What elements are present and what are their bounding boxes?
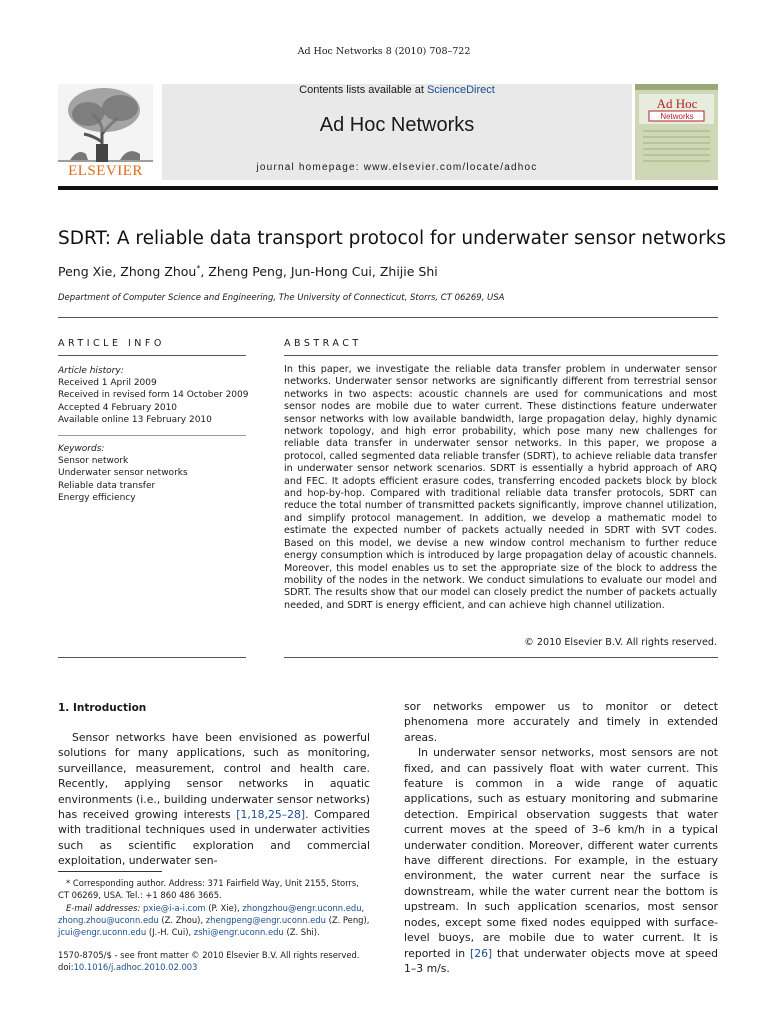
- journal-citation: Ad Hoc Networks 8 (2010) 708–722: [297, 46, 471, 57]
- front-matter: [58, 949, 398, 974]
- intro-paragraph-1: [58, 730, 370, 869]
- journal-homepage[interactable]: journal homepage: www.elsevier.com/locate/adhoc: [256, 162, 538, 173]
- cover-title-line1: Ad Hoc: [656, 96, 698, 111]
- keyword-item: Sensor network: [58, 456, 129, 467]
- abstract-text: In this paper, we investigate the reliable data transfer problem in underwater sensor networks. Underwater sensor networks are significantly different from terrestrial sensor networks in two aspects: acoustic channels are used for communications and most sensor nodes are mobile due to water current. These distinctions feature underwater sensor networks with low available bandwidth, large propagation delay, highly dynamic network topology, and high error probability, which pose many new challenges for reliable data transfer in underwater sensor networks. In this paper, we propose a protocol, called segmented data reliable transfer (SDRT), to achieve reliable data transfer in underwater sensor network scenarios. SDRT is essentially a hybrid approach of ARQ and FEC. It adopts efficient erasure codes, transferring encoded packets block by block and hop-by-hop. Compared with traditional reliable data transfer protocols, SDRT can reduce the total number of transmitted packets significantly, improve channel utilization, and simplify protocol management. In addition, we develop a mathematic model to estimate the expected number of packets actually needed in SDRT with SVT codes. Based on this model, we devise a new window control mechanism to further reduce energy consumption which is introduced by large propagation delay of acoustic channels. Moreover, this model enables us to set the appropriate size of the block to address the mobility of the nodes in the network. We conduct simulations to evaluate our model and SDRT. The results show that our model can closely predict the number of packets actually needed, and SDRT is energy efficient, and can achieve high channel utilization.: [284, 364, 717, 611]
- email-label: E-mail addresses:: [66, 902, 141, 913]
- paper-title: SDRT: A reliable data transport protocol for underwater sensor networks: [58, 228, 727, 249]
- email-link[interactable]: zhengpeng@engr.uconn.edu: [205, 914, 326, 925]
- cover-title-line2: Networks: [660, 112, 694, 121]
- corresponding-author-note: * Corresponding author. Address: 371 Fairfield Way, Unit 2155, Storrs, CT 06269, USA. Tel.: +1 860 486 3665.: [58, 878, 359, 901]
- journal-header: [58, 84, 718, 188]
- history-received: Received 1 April 2009: [58, 378, 157, 389]
- keyword-item: Reliable data transfer: [58, 480, 156, 491]
- email-link[interactable]: zshi@engr.uconn.edu: [193, 927, 284, 938]
- keywords-block: [58, 443, 258, 504]
- journal-cover-thumbnail: [635, 84, 718, 180]
- history-online: Available online 13 February 2010: [58, 414, 212, 425]
- section-heading-introduction: 1. Introduction: [58, 702, 147, 714]
- history-rule: [58, 435, 246, 436]
- elsevier-wordmark: ELSEVIER: [68, 163, 143, 179]
- corresponding-author-mark[interactable]: *: [196, 264, 201, 273]
- intro-paragraph-1-continued: sor networks empower us to monitor or detect phenomena more accurately and timely in extended areas.: [404, 700, 718, 744]
- contents-prefix: Contents lists available at: [299, 84, 427, 96]
- article-info-bottom-rule: [58, 657, 246, 658]
- email-link[interactable]: zhong.zhou@uconn.edu: [58, 914, 159, 925]
- email-owner: (J.-H. Cui),: [146, 927, 194, 938]
- issn-line: 1570-8705/$ - see front matter © 2010 Elsevier B.V. All rights reserved.: [58, 950, 360, 960]
- email-link[interactable]: jcui@engr.uconn.edu: [58, 927, 147, 938]
- doi-line: [58, 961, 398, 973]
- footnotes: [58, 877, 370, 938]
- footnote-rule: [58, 871, 162, 872]
- affiliation: Department of Computer Science and Engineering, The University of Connecticut, Storrs, CT 06269, USA: [58, 293, 505, 303]
- keyword-item: Energy efficiency: [58, 492, 136, 503]
- journal-name: Ad Hoc Networks: [319, 114, 475, 136]
- keyword-item: Underwater sensor networks: [58, 468, 188, 479]
- intro-p2-text-end: that underwater objects move at speed 1–3 m/s.: [404, 946, 718, 975]
- email-owner: (Z. Shi).: [283, 927, 320, 938]
- authors-first: Peng Xie, Zhong Zhou: [58, 264, 197, 280]
- doi-link[interactable]: 10.1016/j.adhoc.2010.02.003: [73, 962, 198, 973]
- authors-rest: , Zheng Peng, Jun-Hong Cui, Zhijie Shi: [200, 264, 438, 280]
- email-link[interactable]: pxie@i-a-i.com: [143, 902, 206, 913]
- intro-column-right: [404, 699, 718, 976]
- abstract-rule: [284, 355, 718, 356]
- intro-p2-text: In underwater sensor networks, most sensors are not fixed, and can passively float with water current. This feature is common in a wide range of aquatic applications, such as estuary monitoring and submarine detection. Empirical observation suggests that water current moves at the speed of 3–6 km/h in a typical underwater condition. Moreover, different water currents have different directions. For example, in the estuary environment, the water current near the surface is downstream, while the water current near the bottom is upstream. In such application scenarios, most sensor nodes, except some fixed nodes equipped with surface-level buoys, are mobile due to water current. It is reported in: [404, 746, 718, 960]
- email-addresses: E-mail addresses: pxie@i-a-i.com (P. Xie), zhongzhou@engr.uconn.edu, zhong.zhou@uconn.edu (Z. Zhou), zhengpeng@engr.uconn.edu (Z. Peng), jcui@engr.uconn.edu (J.-H. Cui), zshi@engr.uconn.edu (Z. Shi).: [58, 902, 370, 938]
- title-block-rule: [58, 317, 718, 318]
- email-owner: (P. Xie),: [205, 902, 243, 913]
- intro-column-left: [58, 730, 370, 869]
- intro-p1-text: Sensor networks have been envisioned as powerful solutions for many applications, such as monitoring, surveillance, measurement, control and health care. Recently, applying sensor networks in aquatic environments (i.e., building underwater sensor networks) has received growing interests: [58, 731, 370, 822]
- author-list: [58, 264, 438, 279]
- abstract-copyright: © 2010 Elsevier B.V. All rights reserved.: [524, 637, 717, 648]
- article-history: [58, 365, 258, 426]
- intro-p1-text-end: . Compared with traditional techniques used in underwater activities such as scientific exploration and commercial exploitation, underwater sen-: [58, 808, 370, 868]
- email-owner: (Z. Zhou),: [158, 914, 206, 925]
- header-rule: [58, 186, 718, 190]
- reference-link[interactable]: [26]: [469, 946, 493, 960]
- sciencedirect-link[interactable]: ScienceDirect: [426, 84, 495, 96]
- keywords-label: Keywords:: [58, 444, 105, 454]
- email-link[interactable]: zhongzhou@engr.uconn.edu: [242, 902, 362, 913]
- contents-line: [162, 84, 632, 96]
- reference-link[interactable]: [1,18,25–28]: [236, 808, 306, 822]
- history-accepted: Accepted 4 February 2010: [58, 402, 178, 413]
- intro-paragraph-2: [404, 745, 718, 976]
- history-revised: Received in revised form 14 October 2009: [58, 390, 249, 401]
- email-owner: (Z. Peng),: [325, 914, 370, 925]
- doi-prefix: doi:: [58, 962, 74, 973]
- article-info-heading: ARTICLE INFO: [58, 338, 165, 349]
- history-label: Article history:: [58, 366, 124, 376]
- article-info-rule: [58, 355, 246, 356]
- abstract-bottom-rule: [284, 657, 718, 658]
- journal-banner: [162, 84, 632, 180]
- abstract-heading: ABSTRACT: [284, 338, 362, 349]
